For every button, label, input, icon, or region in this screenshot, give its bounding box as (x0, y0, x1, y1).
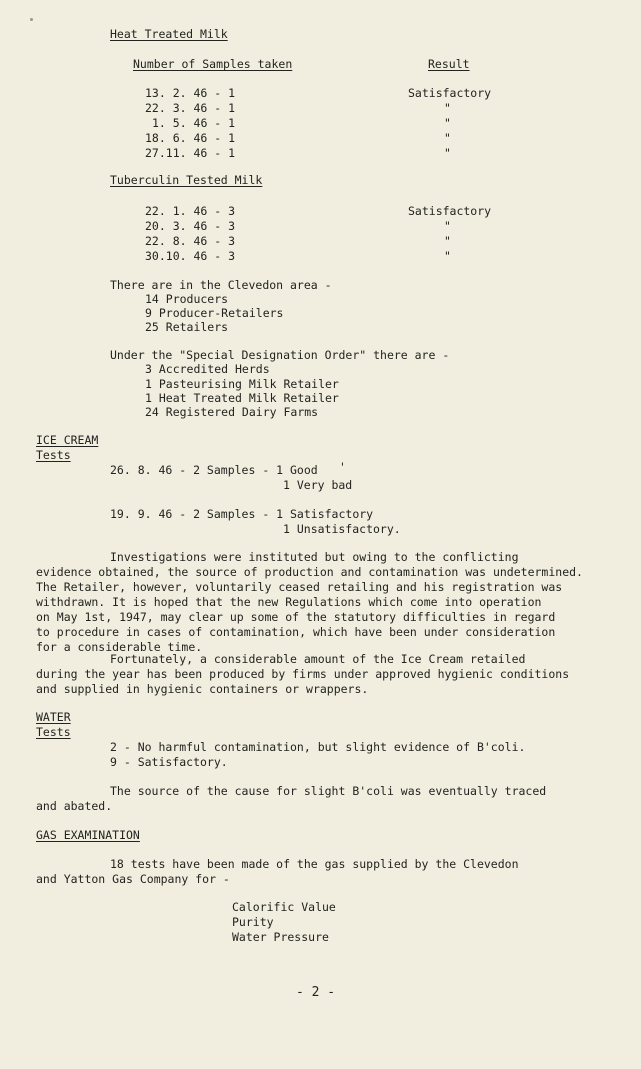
paragraph-line: 18 tests have been made of the gas supplied by the Clevedon (110, 857, 519, 871)
paragraph-line: and Yatton Gas Company for - (36, 872, 230, 886)
sample-result: Satisfactory (408, 86, 492, 100)
paragraph-line: Fortunately, a considerable amount of the Ice Cream retailed (110, 652, 526, 666)
gas-examination-heading: GAS EXAMINATION (36, 828, 140, 842)
paper-speck (30, 18, 33, 21)
sample-date-row: 18. 6. 46 - 1 (145, 131, 236, 145)
sample-date-row: 22. 1. 46 - 3 (145, 204, 236, 218)
ice-cream-test-line: 1 Very bad (283, 478, 353, 492)
stray-mark: ' (339, 460, 346, 474)
ice-cream-heading: ICE CREAM (36, 433, 99, 447)
paragraph-line: on May 1st, 1947, may clear up some of the statutory difficulties in regard (36, 610, 556, 624)
clevedon-intro: There are in the Clevedon area - (110, 278, 332, 292)
sample-date-row: 27.11. 46 - 1 (145, 146, 236, 160)
list-item: 1 Heat Treated Milk Retailer (145, 391, 339, 405)
paragraph-line: during the year has been produced by firms under approved hygienic conditions (36, 667, 570, 681)
water-test-line: 9 - Satisfactory. (110, 755, 228, 769)
sample-result: " (444, 131, 451, 145)
designation-intro: Under the "Special Designation Order" there are - (110, 348, 450, 362)
paragraph-line: withdrawn. It is hoped that the new Regulations which come into operation (36, 595, 542, 609)
ice-cream-test-line: 26. 8. 46 - 2 Samples - 1 Good (110, 463, 318, 477)
sample-result: " (444, 101, 451, 115)
list-item: Calorific Value (232, 900, 336, 914)
list-item: 9 Producer-Retailers (145, 306, 284, 320)
ice-cream-test-line: 1 Unsatisfactory. (283, 522, 401, 536)
sample-date-row: 1. 5. 46 - 1 (152, 116, 236, 130)
list-item: 1 Pasteurising Milk Retailer (145, 377, 339, 391)
list-item: Water Pressure (232, 930, 329, 944)
paragraph-line: The Retailer, however, voluntarily ceased retailing and his registration was (36, 580, 563, 594)
list-item: Purity (232, 915, 274, 929)
list-item: 14 Producers (145, 292, 229, 306)
paragraph-line: and abated. (36, 799, 113, 813)
ice-cream-test-line: 19. 9. 46 - 2 Samples - 1 Satisfactory (110, 507, 374, 521)
water-tests-subheading: Tests (36, 725, 71, 739)
ice-cream-tests-subheading: Tests (36, 448, 71, 462)
list-item: 24 Registered Dairy Farms (145, 405, 319, 419)
sample-result: " (444, 234, 451, 248)
list-item: 3 Accredited Herds (145, 362, 270, 376)
sample-result: " (444, 116, 451, 130)
samples-column-header: Number of Samples taken (133, 57, 293, 71)
sample-result: " (444, 249, 451, 263)
water-test-line: 2 - No harmful contamination, but slight evidence of B'coli. (110, 740, 526, 754)
sample-result: Satisfactory (408, 204, 492, 218)
paragraph-line: The source of the cause for slight B'coli was eventually traced (110, 784, 547, 798)
list-item: 25 Retailers (145, 320, 229, 334)
heat-treated-heading: Heat Treated Milk (110, 27, 228, 41)
paragraph-line: evidence obtained, the source of production and contamination was undetermined. (36, 565, 583, 579)
sample-date-row: 22. 8. 46 - 3 (145, 234, 236, 248)
sample-date-row: 22. 3. 46 - 1 (145, 101, 236, 115)
sample-result: " (444, 219, 451, 233)
paragraph-line: for a considerable time. (36, 640, 203, 654)
sample-date-row: 13. 2. 46 - 1 (145, 86, 236, 100)
sample-date-row: 30.10. 46 - 3 (145, 249, 236, 263)
result-column-header: Result (428, 57, 470, 71)
paragraph-line: to procedure in cases of contamination, which have been under consideration (36, 625, 556, 639)
tuberculin-heading: Tuberculin Tested Milk (110, 173, 263, 187)
paragraph-line: Investigations were instituted but owing to the conflicting (110, 550, 519, 564)
sample-date-row: 20. 3. 46 - 3 (145, 219, 236, 233)
water-heading: WATER (36, 710, 71, 724)
sample-result: " (444, 146, 451, 160)
page-number: - 2 - (296, 985, 336, 1000)
paragraph-line: and supplied in hygienic containers or wrappers. (36, 682, 369, 696)
